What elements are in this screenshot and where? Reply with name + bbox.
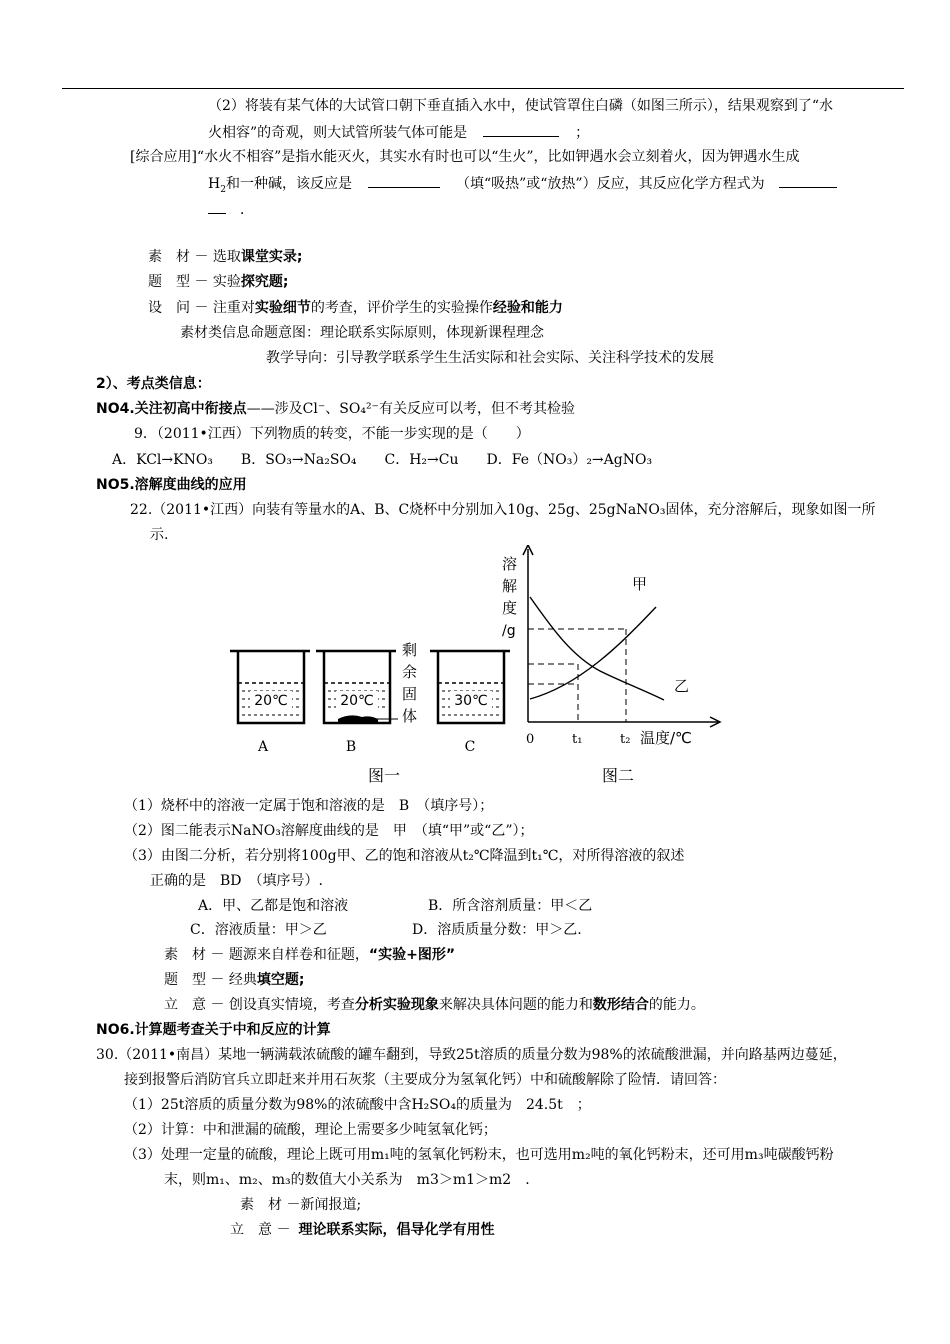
type-text: 实验 — [212, 274, 241, 290]
p1-line1: （2）将装有某气体的大试管口朝下垂直插入水中，使试管罩住白磷（如图三所示），结果观察到了“水 — [208, 98, 834, 114]
curve-jia-label: 甲 — [632, 575, 648, 593]
material-label: 素 材 － — [148, 249, 209, 265]
section2-title: 2）、考点类信息： — [96, 376, 211, 392]
material-bold-2: “实验+图形” — [368, 947, 456, 963]
design-bold2: 经验和能力 — [492, 300, 563, 316]
beaker-a-label: A — [257, 739, 269, 755]
origin-label: 0 — [526, 732, 535, 747]
intent-label-3: 立 意 － — [230, 1222, 291, 1238]
header-rule — [62, 88, 904, 89]
beaker-b-temp: 20℃ — [340, 693, 374, 709]
intent-line-2 — [164, 995, 705, 1015]
q22-option-c: C．溶液质量：甲＞乙 — [190, 922, 327, 938]
residue-char-2: 余 — [402, 663, 418, 681]
intent-bold-3: 理论联系实际，倡导化学有用性 — [298, 1222, 495, 1238]
design-label: 设 问 － — [148, 300, 209, 316]
q9-option-d: D．Fe（NO₃）₂→AgNO₃ — [486, 452, 653, 468]
intent-bold1: 分析实验现象 — [354, 997, 439, 1013]
type-line-2 — [164, 970, 305, 990]
type-bold: 探究题; — [240, 274, 289, 290]
material-label-2: 素 材 － — [164, 947, 225, 963]
answer-blank — [208, 199, 226, 214]
q22-part2: （2）图二能表示NaNO₃溶解度曲线的是 甲 （填“甲”或“乙”）； — [124, 823, 534, 839]
no5-title: NO5.溶解度曲线的应用 — [96, 477, 247, 493]
q9-option-a: A．KCl→KNO₃ — [112, 452, 213, 468]
type-line — [148, 272, 289, 292]
beaker-c-label: C — [464, 739, 476, 755]
beaker-c-temp: 30℃ — [454, 693, 488, 709]
solubility-graph — [523, 545, 720, 727]
no6-title: NO6.计算题考查关于中和反应的计算 — [96, 1022, 331, 1038]
p2-line2-text2: （填“吸热”或“放热”）反应，其反应化学方程式为 — [455, 176, 765, 192]
no4-rest: ——涉及Cl⁻、SO₄²⁻有关反应可以考，但不考其检验 — [246, 401, 575, 417]
no4-title: NO4.关注初高中衔接点 — [96, 401, 247, 417]
type-label: 题 型 － — [148, 274, 209, 290]
no4-line — [96, 399, 575, 419]
beaker-b — [316, 651, 398, 723]
q30-part3a: （3）处理一定量的硫酸，理论上既可用m₁吨的氢氧化钙粉末，也可选用m₂吨的氧化钙粉末，还可用m₃吨碳酸钙粉 — [124, 1147, 834, 1163]
p2-line2: $H_2$和一种碱，该反应是 （填“吸热”或“放热”）反应，其反应化学方程式为 — [208, 173, 837, 194]
question-design-line — [148, 298, 563, 318]
h2-symbol: H — [208, 176, 221, 192]
t2-label: t₂ — [620, 732, 631, 747]
curve-yi — [530, 597, 664, 700]
guidance-line: 教学导向：引导教学联系学生生活实际和社会实际、关注科学技术的发展 — [266, 350, 714, 366]
x-axis-label: 温度/℃ — [640, 729, 692, 747]
p1-line2-end: ； — [575, 125, 590, 141]
q9-stem: 9．（2011•江西）下列物质的转变，不能一步实现的是（ ） — [134, 426, 530, 442]
q9-option-c: C．H₂→Cu — [384, 452, 459, 468]
fig1-caption: 图一 — [367, 766, 401, 785]
intent-text3: 的能力。 — [648, 997, 705, 1013]
material-line-2 — [164, 945, 455, 965]
y-label-1: 溶 — [502, 555, 518, 573]
t1-label: t₁ — [572, 732, 583, 747]
answer-blank — [483, 122, 559, 137]
intent-line-3 — [230, 1220, 494, 1240]
q22-option-a: A．甲、乙都是饱和溶液 — [198, 898, 349, 914]
p2-line1: [综合应用]“水火不相容”是指水能灭火，其实水有时也可以“生火”，比如钾遇水会立刻着火，因为钾遇水生成 — [130, 149, 800, 165]
type-text-2: 经典 — [228, 972, 257, 988]
q9-option-b: B．SO₃→Na₂SO₄ — [240, 452, 357, 468]
material-line — [148, 247, 303, 267]
material-text-2: 题源来自样卷和征题， — [228, 947, 369, 963]
intent-text1: 创设真实情境，考查 — [228, 997, 355, 1013]
q9-options — [112, 450, 652, 470]
beaker-a — [230, 651, 310, 723]
q30-line1: 30.（2011•南昌）某地一辆满载浓硫酸的罐车翻到，导致25t溶质的质量分数为98%的浓硫酸泄漏，并向路基两边蔓延， — [96, 1047, 847, 1063]
q22-part3a: （3）由图二分析，若分别将100g甲、乙的饱和溶液从t₂℃降温到t₁℃，对所得溶液的叙述 — [124, 848, 685, 864]
p2-line2-text: 和一种碱，该反应是 — [225, 176, 352, 192]
q30-part3b: 末，则m₁、m₂、m₃的数值大小关系为 m3＞m1＞m2 . — [164, 1172, 530, 1188]
answer-blank — [368, 173, 440, 188]
q22-option-b: B．所含溶剂质量：甲＜乙 — [428, 898, 593, 914]
q30-part1: （1）25t溶质的质量分数为98%的浓硫酸中含H₂SO₄的质量为 24.5t ； — [124, 1097, 591, 1113]
figure-area — [220, 545, 740, 795]
q22-line1: 22.（2011•江西）向装有等量水的A、B、C烧杯中分别加入10g、25g、25gNaNO₃固体，充分溶解后，现象如图一所 — [130, 502, 876, 518]
beaker-c — [430, 651, 510, 723]
q22-part3b: 正确的是 BD （填序号）. — [150, 873, 323, 889]
y-label-4: /g — [502, 623, 516, 639]
curve-yi-label: 乙 — [674, 677, 690, 695]
intent-text2: 来解决具体问题的能力和 — [438, 997, 593, 1013]
beaker-a-temp: 20℃ — [254, 693, 288, 709]
design-text1: 注重对 — [212, 300, 255, 316]
design-text2: 的考查，评价学生的实验操作 — [310, 300, 493, 316]
p1-line2 — [208, 122, 589, 143]
y-label-3: 度 — [502, 599, 518, 617]
q22-option-d: D．溶质质量分数：甲＞乙. — [412, 922, 582, 938]
q30-part2: （2）计算：中和泄漏的硫酸，理论上需要多少吨氢氧化钙； — [124, 1122, 497, 1138]
p1-line2-text: 火相容”的奇观，则大试管所装气体可能是 — [208, 125, 468, 141]
q30-line2: 接到报警后消防官兵立即赶来并用石灰浆（主要成分为氢氧化钙）中和硫酸解除了险情．请回答： — [124, 1072, 726, 1088]
intent-bold2: 数形结合 — [592, 997, 649, 1013]
design-bold1: 实验细节 — [254, 300, 311, 316]
material-line-3: 素 材 －新闻报道; — [240, 1197, 362, 1213]
type-label-2: 题 型 － — [164, 972, 225, 988]
fig2-caption: 图二 — [601, 766, 635, 785]
y-label-2: 解 — [502, 577, 518, 595]
answer-blank — [779, 173, 837, 188]
p2-line3 — [208, 199, 254, 220]
figure-svg — [220, 545, 740, 795]
residue-char-3: 固 — [402, 685, 418, 703]
intent-line: 素材类信息命题意图：理论联系实际原则，体现新课程理念 — [180, 325, 544, 341]
material-text: 选取 — [212, 249, 241, 265]
q22-part1: （1）烧杯中的溶液一定属于饱和溶液的是 B （填序号）； — [124, 798, 494, 814]
residue-char-4: 体 — [402, 707, 418, 725]
p2-line3-end: ． — [240, 202, 254, 218]
curve-jia — [530, 607, 656, 699]
intent-label-2: 立 意 － — [164, 997, 225, 1013]
type-bold-2: 填空题; — [256, 972, 305, 988]
beaker-b-label: B — [345, 739, 357, 755]
residue-char-1: 剩 — [402, 641, 418, 659]
q22-line2: 示. — [150, 527, 169, 543]
material-bold: 课堂实录; — [240, 249, 303, 265]
